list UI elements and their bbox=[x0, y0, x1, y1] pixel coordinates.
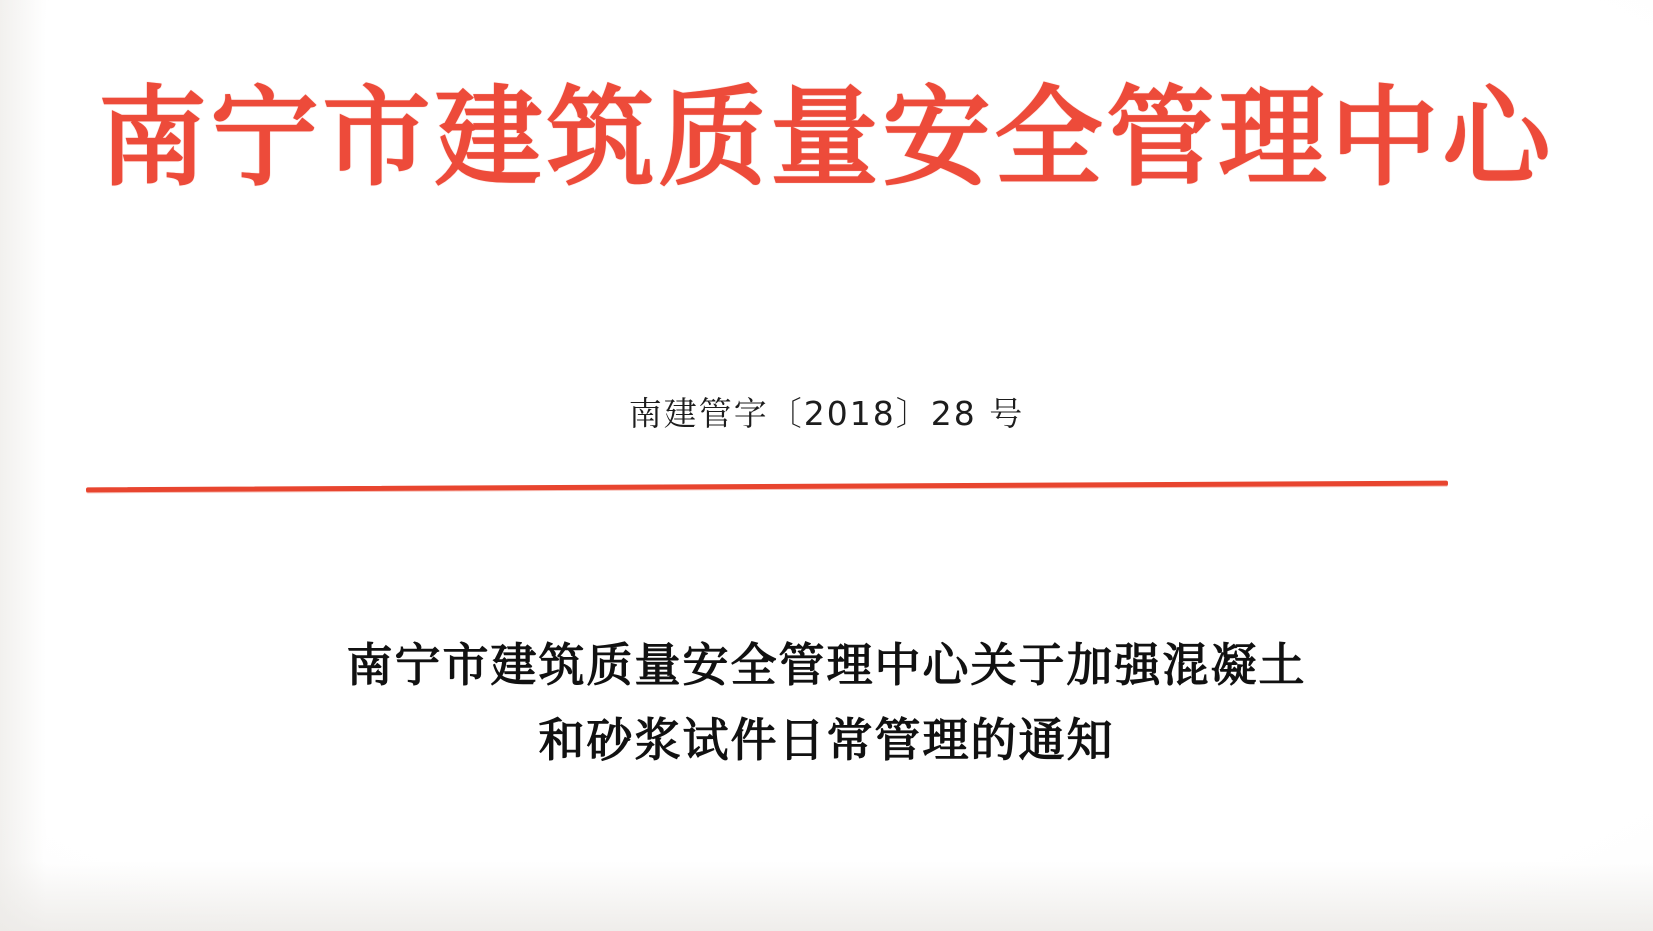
red-divider-rule bbox=[86, 481, 1448, 493]
document-number: 南建管字〔2018〕28 号 bbox=[628, 394, 1025, 433]
document-title-line-2: 和砂浆试件日常管理的通知 bbox=[538, 712, 1115, 767]
document-title-line-1: 南宁市建筑质量安全管理中心关于加强混凝土 bbox=[346, 638, 1307, 692]
issuing-authority-masthead: 南宁市建筑质量安全管理中心 bbox=[98, 75, 1555, 201]
document-title bbox=[0, 628, 1653, 777]
